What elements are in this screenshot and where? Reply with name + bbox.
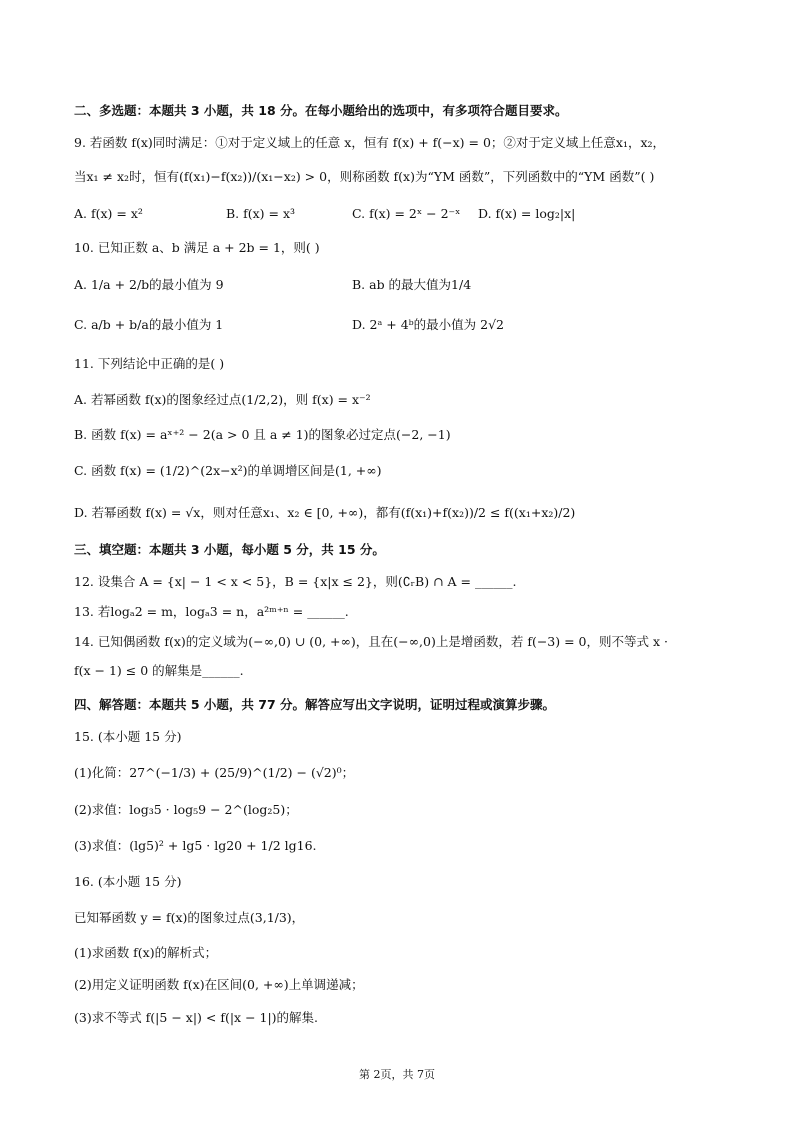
q11-option-b: B. 函数 f(x) = aˣ⁺² − 2(a > 0 且 a ≠ 1)的图象必过定点(−2, −1) bbox=[74, 427, 451, 442]
q9-line2: 当x₁ ≠ x₂时，恒有(f(x₁)−f(x₂))/(x₁−x₂) > 0，则称函数 f(x)为“YM 函数”，下列函数中的“YM 函数”( ) bbox=[74, 169, 655, 184]
page-footer: 第 2页，共 7页 bbox=[359, 1068, 435, 1081]
q10-option-a: A. 1/a + 2/b的最小值为 9 bbox=[74, 277, 224, 292]
q16-part1: (1)求函数 f(x)的解析式； bbox=[74, 945, 218, 960]
q11-option-a: A. 若幂函数 f(x)的图象经过点(1/2,2)，则 f(x) = x⁻² bbox=[74, 392, 371, 407]
q12: 12. 设集合 A = {x| − 1 < x < 5}，B = {x|x ≤ 2}，则(∁ᵣB) ∩ A = ______. bbox=[74, 574, 517, 589]
q16-stem: 已知幂函数 y = f(x)的图象过点(3,1/3)， bbox=[74, 910, 305, 925]
q16-head: 16. (本小题 15 分) bbox=[74, 874, 182, 889]
section-2-heading: 二、多选题：本题共 3 小题，共 18 分。在每小题给出的选项中，有多项符合题目要求。 bbox=[74, 103, 568, 118]
q9-line1: 9. 若函数 f(x)同时满足：①对于定义域上的任意 x，恒有 f(x) + f(−x) = 0；②对于定义域上任意x₁，x₂， bbox=[74, 135, 666, 150]
q15-part2: (2)求值：log₃5 · log₅9 − 2^(log₂5)； bbox=[74, 802, 298, 817]
section-3-heading: 三、填空题：本题共 3 小题，每小题 5 分，共 15 分。 bbox=[74, 542, 385, 557]
q10-option-c: C. a/b + b/a的最小值为 1 bbox=[74, 317, 224, 332]
q14-line2: f(x − 1) ≤ 0 的解集是______. bbox=[74, 663, 244, 678]
q13: 13. 若logₐ2 = m，logₐ3 = n，a²ᵐ⁺ⁿ = ______. bbox=[74, 604, 349, 619]
q16-part3: (3)求不等式 f(|5 − x|) < f(|x − 1|)的解集. bbox=[74, 1010, 319, 1025]
section-4-heading: 四、解答题：本题共 5 小题，共 77 分。解答应写出文字说明，证明过程或演算步骤。 bbox=[74, 697, 556, 712]
q11-option-c: C. 函数 f(x) = (1/2)^(2x−x²)的单调增区间是(1, +∞) bbox=[74, 463, 382, 478]
q9-option-b: B. f(x) = x³ bbox=[226, 206, 296, 221]
q16-part2: (2)用定义证明函数 f(x)在区间(0, +∞)上单调递减； bbox=[74, 977, 364, 992]
q15-head: 15. (本小题 15 分) bbox=[74, 729, 182, 744]
q9-option-a: A. f(x) = x² bbox=[74, 206, 143, 221]
q15-part3: (3)求值：(lg5)² + lg5 · lg20 + 1/2 lg16. bbox=[74, 838, 317, 853]
q10-option-b: B. ab 的最大值为1/4 bbox=[352, 277, 472, 292]
q9-option-c: C. f(x) = 2ˣ − 2⁻ˣ bbox=[352, 206, 461, 221]
q11-option-d: D. 若幂函数 f(x) = √x，则对任意x₁、x₂ ∈ [0, +∞)，都有(f(x₁)+f(x₂))/2 ≤ f((x₁+x₂)/2) bbox=[74, 505, 576, 520]
q9-option-d: D. f(x) = log₂|x| bbox=[478, 206, 576, 221]
q15-part1: (1)化简：27^(−1/3) + (25/9)^(1/2) − (√2)⁰； bbox=[74, 765, 355, 780]
q11-stem: 11. 下列结论中正确的是( ) bbox=[74, 356, 225, 371]
q10-stem: 10. 已知正数 a、b 满足 a + 2b = 1，则( ) bbox=[74, 240, 320, 255]
q10-option-d: D. 2ᵃ + 4ᵇ的最小值为 2√2 bbox=[352, 317, 505, 332]
q14-line1: 14. 已知偶函数 f(x)的定义域为(−∞,0) ∪ (0, +∞)，且在(−∞,0)上是增函数，若 f(−3) = 0，则不等式 x · bbox=[74, 634, 668, 649]
